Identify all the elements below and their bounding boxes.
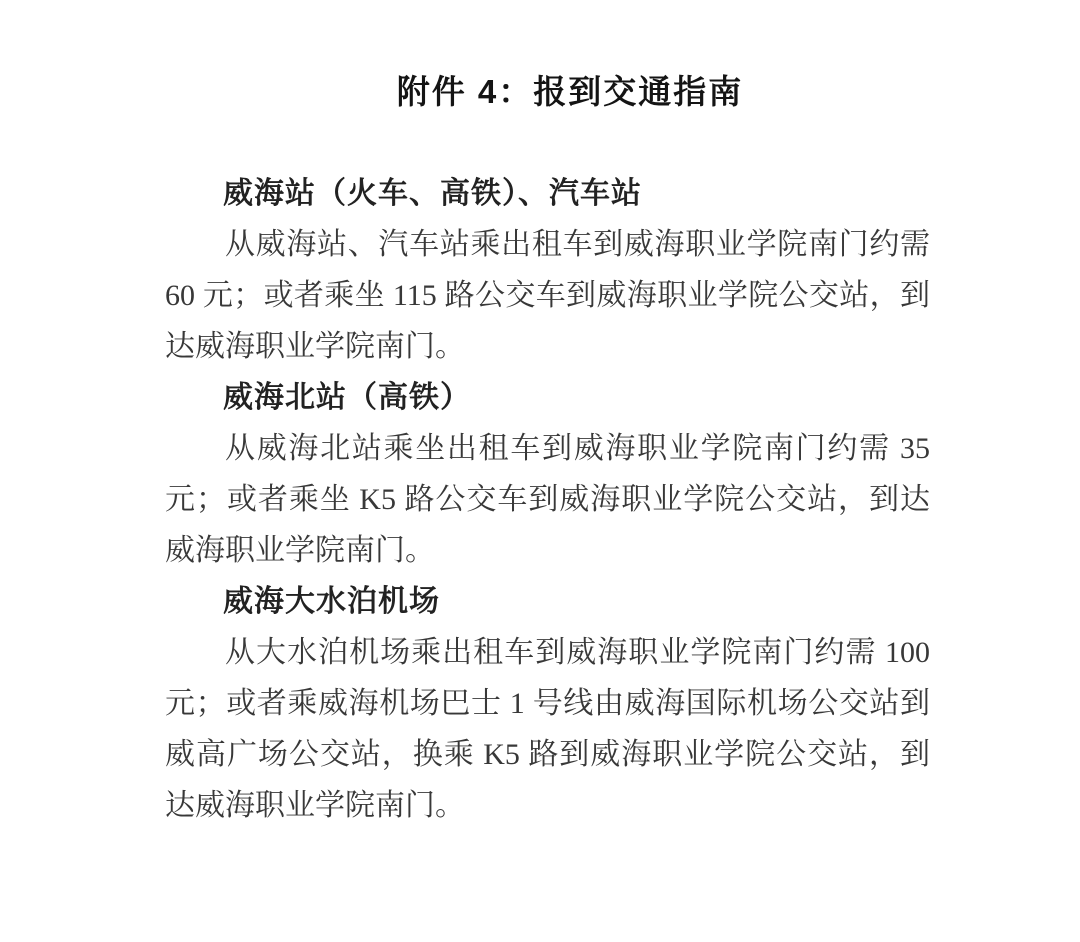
section-heading: 威海站（火车、高铁）、汽车站	[223, 177, 642, 210]
document-content	[165, 168, 930, 831]
section-weihai-north-station	[165, 372, 930, 576]
section-paragraph: 从大水泊机场乘出租车到威海职业学院南门约需 100 元；或者乘威海机场巴士 1 号线由威海国际机场公交站到威高广场公交站，换乘 K5 路到威海职业学院公交站，到达威海职业学院南门。	[165, 636, 930, 822]
section-dashuibo-airport	[165, 576, 930, 831]
section-paragraph: 从威海北站乘坐出租车到威海职业学院南门约需 35 元；或者乘坐 K5 路公交车到威海职业学院公交站，到达威海职业学院南门。	[165, 432, 930, 567]
section-paragraph: 从威海站、汽车站乘出租车到威海职业学院南门约需 60 元；或者乘坐 115 路公交车到威海职业学院公交站，到达威海职业学院南门。	[165, 228, 930, 363]
section-heading: 威海大水泊机场	[223, 585, 440, 618]
section-heading: 威海北站（高铁）	[223, 381, 471, 414]
section-weihai-station	[165, 168, 930, 372]
document-title: 附件 4：报到交通指南	[396, 73, 744, 110]
